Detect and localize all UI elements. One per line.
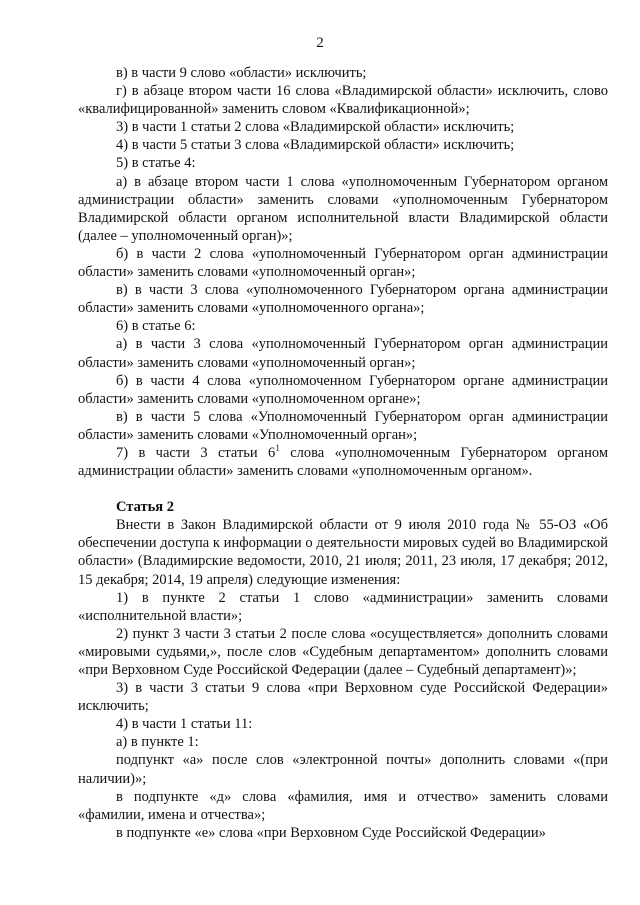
paragraph: 4) в части 5 статьи 3 слова «Владимирской области» исключить; xyxy=(116,137,515,154)
document-body xyxy=(78,64,608,842)
paragraph-part: слова «уполномоченным Губернатором органом администрации области» заменить словами «уполномоченным органом». xyxy=(78,444,609,480)
paragraph: 3) в части 1 статьи 2 слова «Владимирской области» исключить; xyxy=(116,119,515,136)
article-heading: Статья 2 xyxy=(116,499,174,516)
paragraph: 4) в части 1 статьи 11: xyxy=(116,716,253,733)
page-number: 2 xyxy=(316,35,324,51)
paragraph: а) в части 3 слова «уполномоченный Губернатором орган администрации области» заменить словами «уполномоченный орган»; xyxy=(78,336,608,371)
superscript: 1 xyxy=(275,443,280,454)
paragraph-part: 7) в части 3 статьи 6 xyxy=(116,444,276,461)
paragraph: в) в части 5 слова «Уполномоченный Губернатором орган администрации области» заменить словами «Уполномоченный орган»; xyxy=(78,408,608,443)
paragraph: в подпункте «е» слова «при Верховном Суде Российской Федерации» xyxy=(116,824,546,841)
paragraph-with-superscript xyxy=(78,444,608,480)
paragraph: подпункт «а» после слов «электронной почты» дополнить словами «(при наличии)»; xyxy=(78,752,608,787)
paragraph: 3) в части 3 статьи 9 слова «при Верховном суде Российской Федерации» исключить; xyxy=(78,680,608,715)
section-spacer xyxy=(78,480,608,498)
paragraph: в) в части 3 слова «уполномоченного Губернатором органа администрации области» заменить словами «уполномоченного органа»; xyxy=(78,282,608,317)
paragraph: а) в абзаце втором части 1 слова «уполномоченным Губернатором органом администрации области» заменить словами «уполномоченным Губернатором Владимирской области органом исполнительной власти Владимирской области (далее – уполномоченный орган)»; xyxy=(78,173,608,244)
paragraph: 5) в статье 4: xyxy=(116,155,196,172)
paragraph: 6) в статье 6: xyxy=(116,318,196,335)
paragraph: в подпункте «д» слова «фамилия, имя и отчество» заменить словами «фамилии, имена и отчества»; xyxy=(78,788,608,823)
paragraph: Внести в Закон Владимирской области от 9 июля 2010 года № 55-ОЗ «Об обеспечении доступа к информации о деятельности мировых судей во Владимирской области» (Владимирские ведомости, 2010, 21 июля; 2011, 23 июля, 17 декабря; 2012, 15 декабря; 2014, 19 апреля) следующие изменения: xyxy=(78,517,608,588)
paragraph: 1) в пункте 2 статьи 1 слово «администрации» заменить словами «исполнительной власти»; xyxy=(78,589,608,624)
paragraph: б) в части 2 слова «уполномоченный Губернатором орган администрации области» заменить словами «уполномоченный орган»; xyxy=(78,245,608,281)
paragraph: 2) пункт 3 части 3 статьи 2 после слова «осуществляется» дополнить словами «мировыми судьями,», после слов «Судебным департаментом» дополнить словами «при Верховном Суде Российской Федерации (далее – Судебный департамент)»; xyxy=(78,625,608,678)
paragraph: б) в части 4 слова «уполномоченном Губернатором органе администрации области» заменить словами «уполномоченном органе»; xyxy=(78,372,608,407)
paragraph: в) в части 9 слово «области» исключить; xyxy=(116,65,367,81)
paragraph: а) в пункте 1: xyxy=(116,734,199,751)
paragraph: г) в абзаце втором части 16 слова «Владимирской области» исключить, слово «квалифицированной» заменить словом «Квалификационной»; xyxy=(78,83,608,118)
